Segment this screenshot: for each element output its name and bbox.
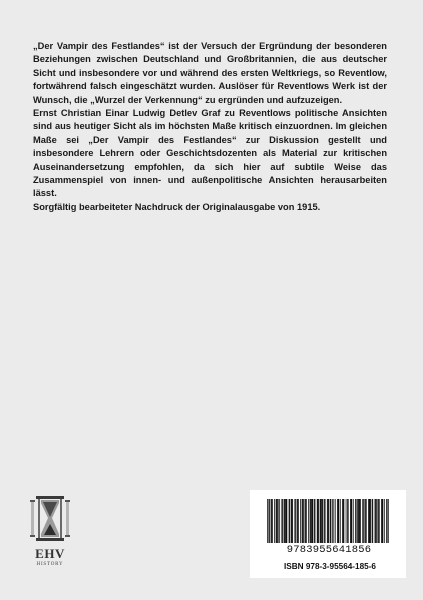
barcode-bar xyxy=(387,499,388,543)
barcode-bar xyxy=(284,499,285,543)
barcode-bar xyxy=(320,499,321,543)
publisher-logo xyxy=(30,494,70,580)
barcode-bar xyxy=(271,499,272,543)
barcode-bar xyxy=(343,499,344,543)
barcode-bar xyxy=(338,499,339,543)
barcode-bar xyxy=(328,499,329,543)
isbn-barcode xyxy=(250,490,406,578)
barcode-bar xyxy=(268,499,269,543)
barcode-bar xyxy=(310,499,311,543)
barcode-bar xyxy=(323,499,324,543)
barcode-bar xyxy=(279,499,280,543)
barcode-bar xyxy=(335,499,336,543)
barcode-bar xyxy=(351,499,352,543)
barcode-bar xyxy=(355,499,356,543)
barcode-bar xyxy=(267,499,268,543)
barcode-bars xyxy=(267,499,389,543)
barcode-bar xyxy=(318,499,319,543)
barcode-digits: 9783955641856 xyxy=(286,544,372,556)
barcode-bar xyxy=(351,499,352,543)
barcode-bar xyxy=(368,499,369,543)
barcode-bar xyxy=(297,499,298,543)
barcode-bar xyxy=(375,499,376,543)
barcode-bar xyxy=(359,499,360,543)
barcode-bar xyxy=(292,499,293,543)
barcode-bar xyxy=(315,499,316,543)
barcode-bar xyxy=(360,499,361,543)
barcode-bar xyxy=(300,499,301,543)
barcode-bar xyxy=(369,499,370,543)
barcode-bar xyxy=(358,499,359,543)
barcode-bar xyxy=(277,499,278,543)
back-cover-blurb xyxy=(33,40,387,214)
barcode-bar xyxy=(375,499,376,543)
barcode-bar xyxy=(372,499,373,543)
barcode-bar xyxy=(285,499,286,543)
barcode-bar xyxy=(381,499,382,543)
barcode-bar xyxy=(383,499,384,543)
barcode-bar xyxy=(294,499,295,543)
barcode-bar xyxy=(338,499,339,543)
barcode-bar xyxy=(302,499,303,543)
barcode-bar xyxy=(321,499,322,543)
isbn-label: ISBN 978-3-95564-185-6 xyxy=(284,562,376,571)
barcode-bar xyxy=(298,499,299,543)
barcode-bar xyxy=(289,499,290,543)
barcode-bar xyxy=(312,499,313,543)
barcode-bar xyxy=(362,499,363,543)
barcode-bar xyxy=(305,499,306,543)
barcode-bar xyxy=(378,499,379,543)
barcode-bar xyxy=(363,499,364,543)
barcode-bar xyxy=(271,499,272,543)
barcode-bar xyxy=(274,499,275,543)
barcode-bar xyxy=(272,499,273,543)
barcode-bar xyxy=(311,499,312,543)
barcode-bar xyxy=(337,499,338,543)
barcode-bar xyxy=(348,499,349,543)
barcode-bar xyxy=(377,499,378,543)
barcode-bar xyxy=(278,499,279,543)
barcode-bar xyxy=(312,499,313,543)
barcode-bar xyxy=(291,499,292,543)
barcode-bar xyxy=(297,499,298,543)
barcode-bar xyxy=(318,499,319,543)
barcode-bar xyxy=(342,499,343,543)
barcode-bar xyxy=(327,499,328,543)
barcode-bar xyxy=(370,499,371,543)
hourglass-icon xyxy=(30,494,70,546)
barcode-bar xyxy=(370,499,371,543)
barcode-bar xyxy=(372,499,373,543)
barcode-bar xyxy=(356,499,357,543)
barcode-bar xyxy=(305,499,306,543)
publisher-logo-subtext: HISTORY xyxy=(36,562,64,567)
barcode-bar xyxy=(295,499,296,543)
barcode-bar xyxy=(384,499,385,543)
barcode-bar xyxy=(303,499,304,543)
barcode-bar xyxy=(276,499,277,543)
blurb-paragraph-1: „Der Vampir des Festlandes“ ist der Versuch der Ergründung der besonderen Beziehungen zwischen Deutschland und Großbritannien, die aus deutscher Sicht und insbesondere vor und während des ersten Weltkriegs, so Reventlow, fortwährend falsch eingeschätzt wurden. Auslöser für Reventlows Werk ist der Wunsch, die „Wurzel der Verkennung“ zu ergründen und aufzuzeigen. xyxy=(33,41,387,105)
barcode-bar xyxy=(282,499,283,543)
barcode-bar xyxy=(317,499,318,543)
barcode-bar xyxy=(386,499,387,543)
barcode-bar xyxy=(346,499,347,543)
barcode-bar xyxy=(340,499,341,543)
barcode-bar xyxy=(347,499,348,543)
barcode-bar xyxy=(320,499,321,543)
barcode-bar xyxy=(344,499,345,543)
barcode-bar xyxy=(353,499,354,543)
barcode-bar xyxy=(328,499,329,543)
barcode-bar xyxy=(269,499,270,543)
barcode-bar xyxy=(379,499,380,543)
barcode-bar xyxy=(325,499,326,543)
blurb-paragraph-2: Ernst Christian Einar Ludwig Detlev Graf zu Reventlows politische Ansichten sind aus heutiger Sicht als im höchsten Maße kritisch einzuordnen. Im gleichen Maße sei „Der Vampir des Festlandes“ zur Diskussion gestellt und insbesondere Lehrern oder Geschichtsdozenten als Material zur kritischen Auseinandersetzung empfohlen, da sich hier auf subtile Weise das Zusammenspiel von innen- und außenpolitische Ansichten herausarbeiten lässt. xyxy=(33,108,387,199)
barcode-bar xyxy=(333,499,334,543)
barcode-bar xyxy=(365,499,366,543)
barcode-bar xyxy=(292,499,293,543)
barcode-bar xyxy=(331,499,332,543)
barcode-bar xyxy=(276,499,277,543)
barcode-bar xyxy=(357,499,358,543)
barcode-bar xyxy=(306,499,307,543)
barcode-bar xyxy=(359,499,360,543)
barcode-bar xyxy=(350,499,351,543)
barcode-bar xyxy=(364,499,365,543)
barcode-bar xyxy=(286,499,287,543)
barcode-bar xyxy=(332,499,333,543)
barcode-bar xyxy=(376,499,377,543)
blurb-paragraph-3: Sorgfältig bearbeiteter Nachdruck der Originalausgabe von 1915. xyxy=(33,201,321,212)
barcode-bar xyxy=(302,499,303,543)
barcode-bar xyxy=(310,499,311,543)
barcode-bar xyxy=(324,499,325,543)
barcode-bar xyxy=(308,499,309,543)
barcode-bar xyxy=(284,499,285,543)
barcode-bar xyxy=(366,499,367,543)
publisher-logo-text: EHV xyxy=(35,546,65,561)
barcode-bar xyxy=(281,499,282,543)
barcode-bar xyxy=(388,499,389,543)
barcode-bar xyxy=(330,499,331,543)
barcode-bar xyxy=(314,499,315,543)
barcode-bar xyxy=(382,499,383,543)
barcode-bar xyxy=(322,499,323,543)
barcode-bar xyxy=(286,499,287,543)
barcode-bar xyxy=(289,499,290,543)
